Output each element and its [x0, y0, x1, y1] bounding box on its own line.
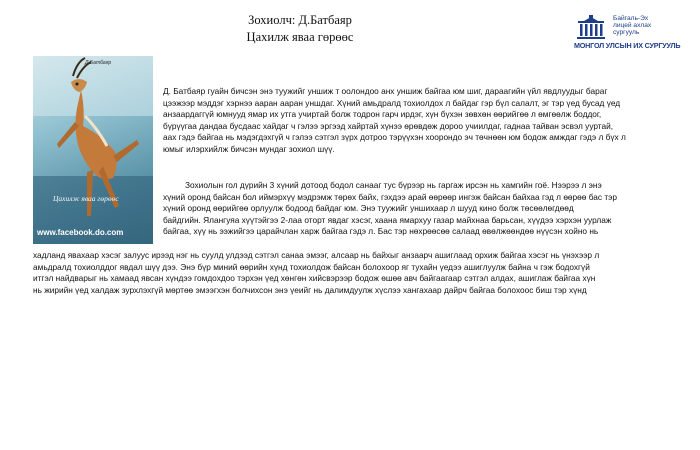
text-line: нь жирийн үед халдаж зурхлэхгүй мөртөө эмээгхэн болчихсон энэ үеийг нь далимдуулж хүслээ хангахаар дайрч байгаа болохоос биш тэр хүнд — [33, 284, 587, 295]
text-line: байдгийн. Ялангуяа хүүтэйгээ 2-лаа оторт явдаг хэсэг, хаана ямархуу газар майхнаа барьсан, хүүдээ хэрхэн уурлаж — [163, 214, 612, 225]
review-paragraph-2 — [163, 180, 670, 238]
school-logo — [574, 10, 686, 50]
text-line: хүний оронд өөрийгөө орлуулж бодоод байдаг юм. Энэ туужийг уншихаар л шууд кино болж төсөөлөгдөөд — [163, 203, 574, 214]
text-line: итгэл найдварыг нь хамаад явсан хүндээ гомдохдоо тэрхэн үед хөнгөн хийсвэрээр бодож өшөө авч байгаагаар сэтгэл алдах, ашиглаж байгаа хүн — [33, 273, 596, 284]
cover-title: Цахилж яваа гөрөөс — [53, 194, 119, 203]
text-line: юмыг илэрхийлж бичсэн мундаг зохиол шүү. — [163, 143, 335, 154]
text-line: бүрүүгаа дандаа бусдаас хайдаг ч гэлээ эргээд хайртай хүнээ өрөвдөж дороо учиилдаг, гаднаа тайван эсвэл ууртай, — [163, 120, 614, 131]
text-line: байгаа, хүү нь ээжийгээ царайчлан харж байгаа гэдэ л. Бас тэр нөхрөөсөө салаад өвөлжөөндөө нүүсэн хойно нь — [163, 226, 599, 237]
review-paragraph-1 — [163, 86, 670, 156]
university-name: МОНГОЛ УЛСЫН ИХ СУРГУУЛЬ — [574, 41, 681, 50]
page-title: Цахилж яваа гөрөөс — [246, 30, 354, 44]
text-line: хүний оронд байсан бол иймэрхүү мэдрэмж төрөх байх, гэхдээ арай өөрөөр ингэж байсан байхаа гэд л өөрөө бас тэр — [163, 191, 617, 202]
logo-text-line: лицей ахлах — [613, 22, 652, 29]
cover-author-mark: Д.Батбаяр — [85, 60, 112, 66]
text-line: цээжээр мэддэг хэрнээ ааран ааран уншдаг. Хүний амьдралд тохиолдох л байдаг гэр бүл салалт, эг тэр үед бусад үед — [163, 97, 621, 108]
author-heading: Зохиолч: Д.Батбаяр — [248, 13, 352, 27]
text-line: анзаардаггүй юмнууд ямар их утга учиртай болж тодрон гарч ирдэг, хүн бүхэн зөвхөн өөрийгөө л өмгөөлж боддог, — [163, 109, 602, 120]
logo-text-line: Байгаль-Эх — [613, 15, 649, 22]
text-line: аах гэдэ байгаа нь мэдэгдэхгүй ч гэлээ сэтгэл зүрх дотроо тэрүүхэн хоорондо эч төчнөөн юм бодож амждаг гэдэ л бүх л — [163, 132, 626, 143]
cover-url-watermark: www.facebook.do.com — [37, 228, 124, 237]
logo-text-line: сургууль — [613, 29, 640, 36]
book-cover-image — [33, 56, 153, 244]
text-line: Зохиолын гол дүрийн 3 хүний дотоод бодол санааг тус бүрээр нь гаргаж ирсэн нь хамгийн гоё. Нээрээ л энэ — [185, 180, 602, 190]
gazelle-illustration — [33, 56, 153, 244]
review-paragraph-2-continued — [33, 250, 670, 296]
text-line: амьдралд тохиолддог явдал шүү дээ. Энэ бүр миний өөрийн хүнд тохиолдож байсан болохоор яг тухайн үедээ ашиглуулж байна ч гэж бодохгүй — [33, 261, 590, 272]
building-icon — [576, 14, 606, 40]
text-line: Д. Батбаяр гуайн бичсэн энэ туужийг уншиж т оолондоо анх уншиж байгаа юм шиг, дараагийн үйл явдлуудыг бараг — [163, 86, 608, 96]
text-line: хадланд явахаар хэсэг залуус ирээд нэг нь суулд улдээд сэтгэл санаа эмээг, алсаар нь байхыг анзаарч ашиглаад орхиж байгаа хэсэг нь үнэхээр л — [33, 250, 600, 260]
